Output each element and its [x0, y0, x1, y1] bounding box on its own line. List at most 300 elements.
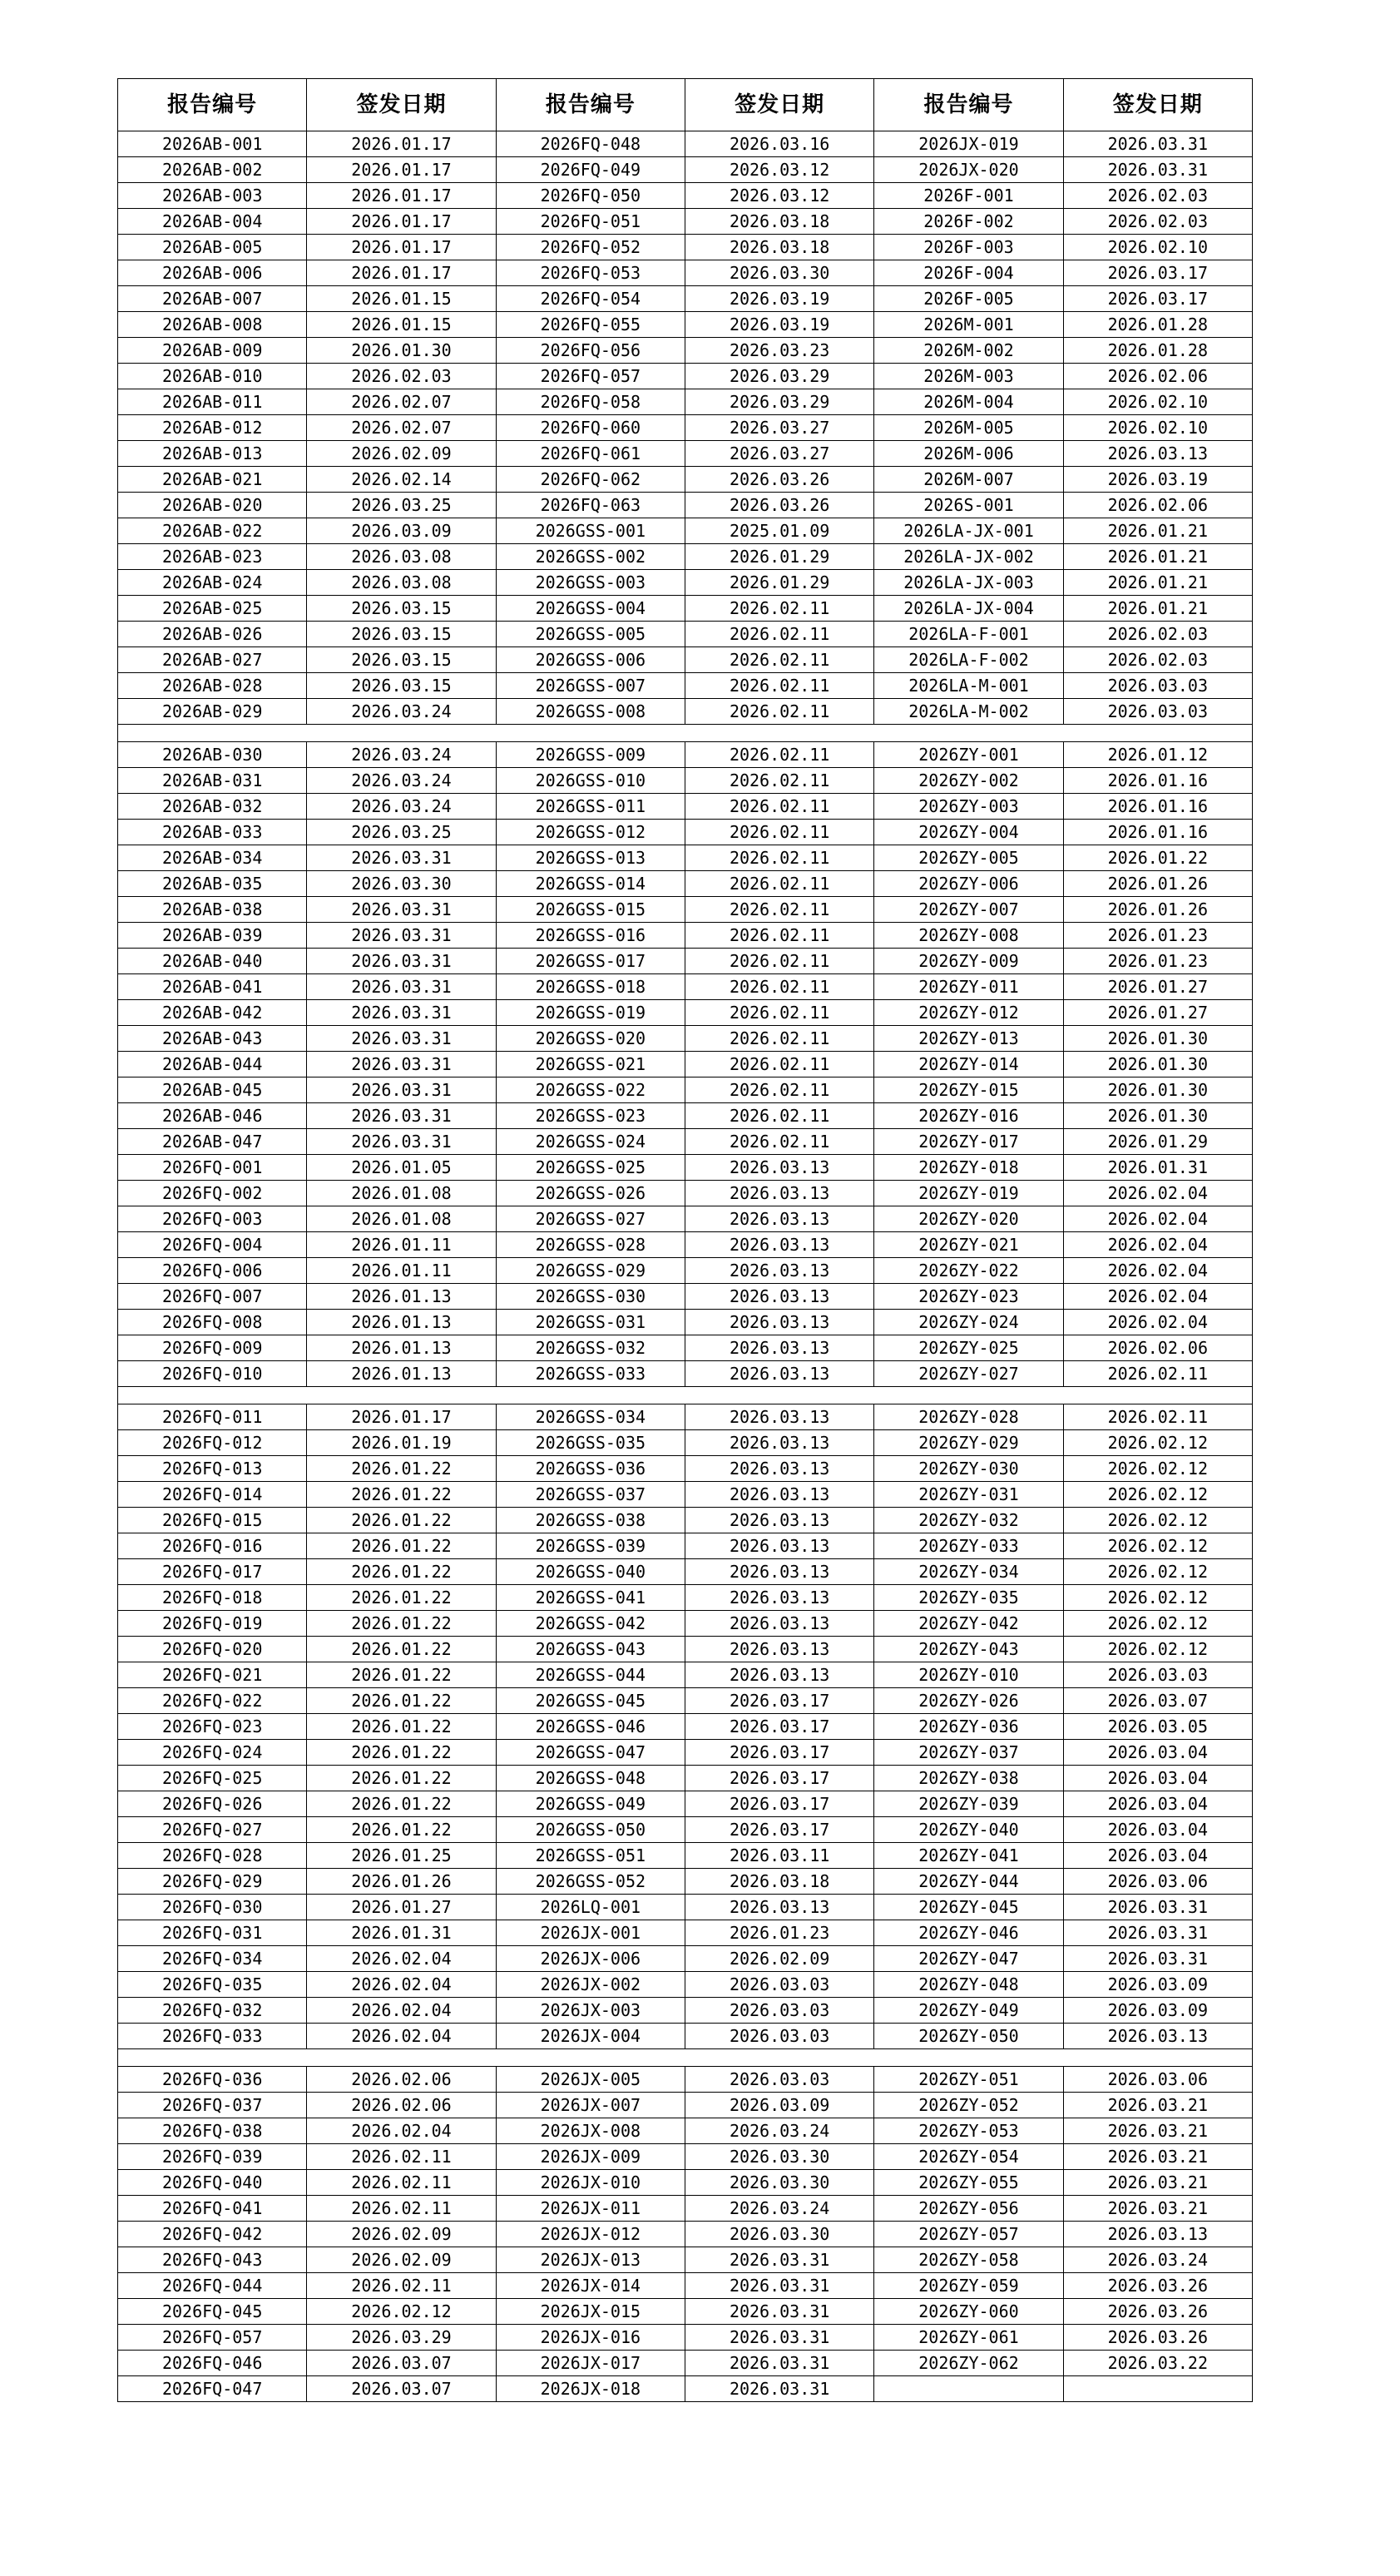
- report-number-cell: 2026ZY-004: [874, 820, 1063, 845]
- report-number-cell: 2026ZY-060: [874, 2299, 1063, 2325]
- report-number-cell: 2026FQ-013: [118, 1456, 307, 1482]
- issue-date-cell: 2026.03.13: [685, 1662, 873, 1688]
- report-number-cell: 2026ZY-022: [874, 1258, 1063, 1284]
- table-row: [118, 467, 1253, 493]
- report-number-cell: 2026FQ-027: [118, 1817, 307, 1843]
- issue-date-cell: 2026.03.15: [307, 647, 496, 673]
- issue-date-cell: 2026.03.31: [307, 1077, 496, 1103]
- issue-date-cell: 2026.03.31: [685, 2376, 873, 2402]
- issue-date-cell: 2026.03.26: [1063, 2273, 1252, 2299]
- report-number-cell: 2026GSS-040: [496, 1559, 685, 1585]
- report-number-cell: 2026JX-018: [496, 2376, 685, 2402]
- report-number-cell: 2026JX-011: [496, 2196, 685, 2222]
- table-row: [118, 1791, 1253, 1817]
- issue-date-cell: 2026.03.13: [685, 1361, 873, 1387]
- report-number-cell: 2026GSS-012: [496, 820, 685, 845]
- table-row: [118, 1361, 1253, 1387]
- issue-date-cell: 2026.01.22: [1063, 845, 1252, 871]
- report-number-cell: 2026ZY-015: [874, 1077, 1063, 1103]
- report-number-cell: 2026FQ-031: [118, 1920, 307, 1946]
- issue-date-cell: 2026.03.12: [685, 157, 873, 183]
- issue-date-cell: 2026.03.13: [685, 1585, 873, 1611]
- table-row: [118, 1482, 1253, 1508]
- issue-date-cell: 2026.02.04: [1063, 1310, 1252, 1335]
- report-number-cell: 2026FQ-020: [118, 1637, 307, 1662]
- issue-date-cell: 2026.03.08: [307, 570, 496, 596]
- issue-date-cell: 2026.01.17: [307, 157, 496, 183]
- report-number-cell: 2026ZY-034: [874, 1559, 1063, 1585]
- issue-date-cell: 2026.03.05: [1063, 1714, 1252, 1740]
- report-number-cell: 2026LA-JX-003: [874, 570, 1063, 596]
- table-row: [118, 1077, 1253, 1103]
- table-row: [118, 570, 1253, 596]
- issue-date-cell: 2026.01.22: [307, 1688, 496, 1714]
- table-row: [118, 1103, 1253, 1129]
- report-number-cell: 2026GSS-010: [496, 768, 685, 794]
- table-row: [118, 2196, 1253, 2222]
- issue-date-cell: 2026.03.29: [685, 389, 873, 415]
- issue-date-cell: 2026.03.13: [685, 1637, 873, 1662]
- issue-date-cell: 2026.03.25: [307, 493, 496, 518]
- issue-date-cell: 2026.03.30: [685, 2222, 873, 2247]
- issue-date-cell: 2026.02.04: [1063, 1181, 1252, 1206]
- report-number-cell: 2026AB-045: [118, 1077, 307, 1103]
- report-number-cell: 2026AB-043: [118, 1026, 307, 1052]
- header-issue-date-2: 签发日期: [685, 79, 873, 131]
- issue-date-cell: 2026.02.03: [1063, 647, 1252, 673]
- issue-date-cell: 2026.03.13: [685, 1895, 873, 1920]
- issue-date-cell: 2026.02.11: [307, 2273, 496, 2299]
- report-number-cell: 2026FQ-032: [118, 1998, 307, 2024]
- report-issue-date-table: [117, 78, 1253, 2402]
- report-number-cell: 2026ZY-030: [874, 1456, 1063, 1482]
- issue-date-cell: 2026.02.03: [1063, 622, 1252, 647]
- issue-date-cell: 2026.03.04: [1063, 1740, 1252, 1766]
- report-number-cell: 2026FQ-056: [496, 338, 685, 364]
- issue-date-cell: 2026.01.13: [307, 1310, 496, 1335]
- report-number-cell: 2026JX-020: [874, 157, 1063, 183]
- table-row: [118, 871, 1253, 897]
- issue-date-cell: 2026.01.22: [307, 1791, 496, 1817]
- report-number-cell: 2026GSS-018: [496, 974, 685, 1000]
- issue-date-cell: 2026.02.11: [685, 699, 873, 725]
- table-row: [118, 1688, 1253, 1714]
- issue-date-cell: 2026.02.11: [685, 1000, 873, 1026]
- table-row: [118, 974, 1253, 1000]
- report-number-cell: 2026FQ-006: [118, 1258, 307, 1284]
- report-number-cell: 2026AB-032: [118, 794, 307, 820]
- table-row: [118, 1662, 1253, 1688]
- report-number-cell: 2026GSS-017: [496, 949, 685, 974]
- report-number-cell: 2026GSS-022: [496, 1077, 685, 1103]
- header-report-number-1: 报告编号: [118, 79, 307, 131]
- issue-date-cell: 2026.03.07: [307, 2351, 496, 2376]
- report-number-cell: 2026AB-038: [118, 897, 307, 923]
- table-row: [118, 1508, 1253, 1533]
- issue-date-cell: 2026.03.09: [1063, 1998, 1252, 2024]
- issue-date-cell: 2026.02.04: [1063, 1284, 1252, 1310]
- report-number-cell: 2026FQ-057: [118, 2325, 307, 2351]
- issue-date-cell: 2026.03.09: [685, 2093, 873, 2118]
- report-number-cell: 2026AB-004: [118, 209, 307, 235]
- issue-date-cell: 2026.02.11: [685, 1077, 873, 1103]
- report-number-cell: 2026GSS-050: [496, 1817, 685, 1843]
- report-number-cell: 2026ZY-014: [874, 1052, 1063, 1077]
- report-number-cell: 2026GSS-016: [496, 923, 685, 949]
- issue-date-cell: 2026.03.31: [1063, 1895, 1252, 1920]
- issue-date-cell: 2026.02.11: [685, 923, 873, 949]
- issue-date-cell: 2026.01.23: [1063, 949, 1252, 974]
- report-number-cell: 2026FQ-029: [118, 1869, 307, 1895]
- block-separator-cell: [118, 1387, 1253, 1404]
- issue-date-cell: 2026.02.10: [1063, 389, 1252, 415]
- report-number-cell: 2026ZY-027: [874, 1361, 1063, 1387]
- issue-date-cell: 2026.02.11: [685, 974, 873, 1000]
- table-row: [118, 312, 1253, 338]
- table-row: [118, 1585, 1253, 1611]
- report-number-cell: 2026GSS-033: [496, 1361, 685, 1387]
- report-number-cell: 2026ZY-026: [874, 1688, 1063, 1714]
- issue-date-cell: 2026.03.30: [685, 260, 873, 286]
- report-number-cell: 2026FQ-050: [496, 183, 685, 209]
- report-number-cell: 2026ZY-061: [874, 2325, 1063, 2351]
- issue-date-cell: 2026.02.11: [685, 1129, 873, 1155]
- issue-date-cell: 2026.03.13: [1063, 441, 1252, 467]
- report-number-cell: 2026FQ-009: [118, 1335, 307, 1361]
- issue-date-cell: 2026.02.09: [685, 1946, 873, 1972]
- issue-date-cell: 2026.02.11: [685, 647, 873, 673]
- issue-date-cell: 2026.03.04: [1063, 1843, 1252, 1869]
- report-number-cell: 2026ZY-018: [874, 1155, 1063, 1181]
- issue-date-cell: 2026.03.17: [685, 1817, 873, 1843]
- report-number-cell: 2026AB-034: [118, 845, 307, 871]
- report-number-cell: 2026ZY-048: [874, 1972, 1063, 1998]
- issue-date-cell: 2026.03.03: [1063, 699, 1252, 725]
- table-row: [118, 1129, 1253, 1155]
- issue-date-cell: 2026.03.13: [685, 1335, 873, 1361]
- table-row: [118, 1895, 1253, 1920]
- issue-date-cell: 2026.01.11: [307, 1258, 496, 1284]
- report-number-cell: 2026ZY-052: [874, 2093, 1063, 2118]
- table-row: [118, 897, 1253, 923]
- report-number-cell: 2026AB-041: [118, 974, 307, 1000]
- issue-date-cell: 2026.02.04: [307, 1998, 496, 2024]
- issue-date-cell: 2026.02.11: [685, 742, 873, 768]
- report-number-cell: 2026GSS-013: [496, 845, 685, 871]
- report-number-cell: 2026ZY-056: [874, 2196, 1063, 2222]
- report-number-cell: 2026GSS-047: [496, 1740, 685, 1766]
- issue-date-cell: 2026.02.04: [307, 1972, 496, 1998]
- issue-date-cell: 2026.01.30: [1063, 1103, 1252, 1129]
- report-number-cell: 2026ZY-007: [874, 897, 1063, 923]
- report-number-cell: 2026AB-009: [118, 338, 307, 364]
- report-number-cell: 2026GSS-007: [496, 673, 685, 699]
- report-number-cell: 2026FQ-043: [118, 2247, 307, 2273]
- table-row: [118, 235, 1253, 260]
- issue-date-cell: 2026.02.11: [685, 622, 873, 647]
- report-number-cell: 2026GSS-029: [496, 1258, 685, 1284]
- issue-date-cell: 2026.03.13: [685, 1482, 873, 1508]
- issue-date-cell: 2026.01.22: [307, 1714, 496, 1740]
- issue-date-cell: 2026.01.12: [1063, 742, 1252, 768]
- issue-date-cell: 2026.03.03: [685, 1972, 873, 1998]
- issue-date-cell: 2026.01.23: [685, 1920, 873, 1946]
- report-number-cell: 2026ZY-009: [874, 949, 1063, 974]
- report-number-cell: 2026LA-M-002: [874, 699, 1063, 725]
- issue-date-cell: 2026.02.06: [1063, 364, 1252, 389]
- report-number-cell: 2026FQ-063: [496, 493, 685, 518]
- report-number-cell: 2026GSS-027: [496, 1206, 685, 1232]
- report-number-cell: 2026LA-JX-001: [874, 518, 1063, 544]
- issue-date-cell: 2026.01.19: [307, 1430, 496, 1456]
- issue-date-cell: 2026.03.21: [1063, 2196, 1252, 2222]
- report-number-cell: 2026AB-040: [118, 949, 307, 974]
- table-row: [118, 364, 1253, 389]
- block-separator: [118, 1387, 1253, 1404]
- report-number-cell: 2026GSS-034: [496, 1404, 685, 1430]
- table-row: [118, 1310, 1253, 1335]
- table-row: [118, 2247, 1253, 2273]
- table-row: [118, 493, 1253, 518]
- table-row: [118, 949, 1253, 974]
- report-number-cell: 2026AB-030: [118, 742, 307, 768]
- report-number-cell: 2026AB-022: [118, 518, 307, 544]
- table-row: [118, 389, 1253, 415]
- table-row: [118, 1404, 1253, 1430]
- report-number-cell: 2026ZY-062: [874, 2351, 1063, 2376]
- issue-date-cell: 2026.03.07: [307, 2376, 496, 2402]
- report-number-cell: 2026GSS-026: [496, 1181, 685, 1206]
- issue-date-cell: 2026.02.03: [307, 364, 496, 389]
- issue-date-cell: 2026.03.30: [685, 2144, 873, 2170]
- issue-date-cell: 2026.03.31: [307, 845, 496, 871]
- issue-date-cell: 2026.03.11: [685, 1843, 873, 1869]
- issue-date-cell: 2026.02.03: [1063, 209, 1252, 235]
- report-number-cell: 2026JX-019: [874, 131, 1063, 157]
- report-number-cell: 2026FQ-017: [118, 1559, 307, 1585]
- issue-date-cell: 2026.02.12: [1063, 1533, 1252, 1559]
- report-number-cell: 2026ZY-005: [874, 845, 1063, 871]
- table-row: [118, 1052, 1253, 1077]
- report-number-cell: 2026FQ-033: [118, 2024, 307, 2049]
- report-number-cell: 2026JX-017: [496, 2351, 685, 2376]
- issue-date-cell: 2026.01.30: [307, 338, 496, 364]
- report-number-cell: 2026FQ-051: [496, 209, 685, 235]
- report-number-cell: 2026ZY-038: [874, 1766, 1063, 1791]
- report-number-cell: 2026GSS-045: [496, 1688, 685, 1714]
- issue-date-cell: 2026.01.13: [307, 1284, 496, 1310]
- issue-date-cell: 2026.02.11: [307, 2196, 496, 2222]
- report-number-cell: 2026ZY-036: [874, 1714, 1063, 1740]
- report-number-cell: 2026FQ-053: [496, 260, 685, 286]
- report-number-cell: 2026FQ-055: [496, 312, 685, 338]
- issue-date-cell: 2026.03.31: [307, 923, 496, 949]
- issue-date-cell: 2026.01.17: [307, 209, 496, 235]
- issue-date-cell: 2026.03.19: [1063, 467, 1252, 493]
- issue-date-cell: 2026.01.26: [1063, 897, 1252, 923]
- report-number-cell: 2026AB-013: [118, 441, 307, 467]
- table-row: [118, 1559, 1253, 1585]
- issue-date-cell: 2026.02.12: [1063, 1585, 1252, 1611]
- issue-date-cell: 2026.02.04: [1063, 1258, 1252, 1284]
- report-number-cell: 2026FQ-021: [118, 1662, 307, 1688]
- report-number-cell: 2026GSS-024: [496, 1129, 685, 1155]
- issue-date-cell: 2026.02.10: [1063, 235, 1252, 260]
- issue-date-cell: 2026.02.11: [307, 2170, 496, 2196]
- report-number-cell: 2026AB-029: [118, 699, 307, 725]
- issue-date-cell: 2026.03.31: [1063, 131, 1252, 157]
- table-row: [118, 2273, 1253, 2299]
- issue-date-cell: 2026.03.09: [1063, 1972, 1252, 1998]
- report-number-cell: 2026FQ-039: [118, 2144, 307, 2170]
- report-number-cell: 2026M-004: [874, 389, 1063, 415]
- report-number-cell: 2026GSS-041: [496, 1585, 685, 1611]
- issue-date-cell: 2026.03.13: [685, 1508, 873, 1533]
- report-number-cell: 2026LQ-001: [496, 1895, 685, 1920]
- table-row: [118, 1258, 1253, 1284]
- report-number-cell: 2026AB-039: [118, 923, 307, 949]
- issue-date-cell: 2026.03.03: [685, 2067, 873, 2093]
- report-number-cell: 2026GSS-037: [496, 1482, 685, 1508]
- issue-date-cell: 2026.02.12: [1063, 1559, 1252, 1585]
- report-number-cell: 2026FQ-047: [118, 2376, 307, 2402]
- table-row: [118, 845, 1253, 871]
- issue-date-cell: 2026.03.23: [685, 338, 873, 364]
- header-report-number-2: 报告编号: [496, 79, 685, 131]
- issue-date-cell: 2026.01.15: [307, 286, 496, 312]
- report-number-cell: 2026FQ-038: [118, 2118, 307, 2144]
- issue-date-cell: 2026.03.19: [685, 312, 873, 338]
- report-number-cell: 2026FQ-025: [118, 1766, 307, 1791]
- table-row: [118, 2118, 1253, 2144]
- block-separator: [118, 2049, 1253, 2067]
- report-number-cell: 2026AB-027: [118, 647, 307, 673]
- issue-date-cell: 2026.01.13: [307, 1361, 496, 1387]
- report-number-cell: 2026JX-014: [496, 2273, 685, 2299]
- report-number-cell: 2026GSS-001: [496, 518, 685, 544]
- issue-date-cell: 2026.01.30: [1063, 1026, 1252, 1052]
- report-number-cell: 2026GSS-051: [496, 1843, 685, 1869]
- report-number-cell: 2026GSS-032: [496, 1335, 685, 1361]
- report-number-cell: 2026F-003: [874, 235, 1063, 260]
- table-row: [118, 518, 1253, 544]
- report-number-cell: 2026GSS-009: [496, 742, 685, 768]
- report-number-cell: 2026AB-007: [118, 286, 307, 312]
- report-number-cell: 2026FQ-024: [118, 1740, 307, 1766]
- report-number-cell: 2026M-006: [874, 441, 1063, 467]
- issue-date-cell: 2026.03.13: [685, 1404, 873, 1430]
- issue-date-cell: 2026.03.31: [307, 897, 496, 923]
- report-number-cell: 2026GSS-052: [496, 1869, 685, 1895]
- issue-date-cell: 2026.03.04: [1063, 1817, 1252, 1843]
- report-number-cell: 2026FQ-023: [118, 1714, 307, 1740]
- issue-date-cell: 2026.03.21: [1063, 2144, 1252, 2170]
- issue-date-cell: 2026.01.22: [307, 1740, 496, 1766]
- issue-date-cell: 2026.02.11: [685, 794, 873, 820]
- issue-date-cell: 2026.01.25: [307, 1843, 496, 1869]
- report-number-cell: 2026ZY-041: [874, 1843, 1063, 1869]
- issue-date-cell: 2026.03.17: [1063, 260, 1252, 286]
- issue-date-cell: 2026.01.22: [307, 1817, 496, 1843]
- issue-date-cell: 2026.02.11: [685, 845, 873, 871]
- issue-date-cell: 2026.03.31: [685, 2299, 873, 2325]
- issue-date-cell: 2026.03.13: [685, 1559, 873, 1585]
- report-number-cell: 2026FQ-052: [496, 235, 685, 260]
- table-row: [118, 647, 1253, 673]
- report-number-cell: 2026FQ-018: [118, 1585, 307, 1611]
- report-number-cell: 2026JX-002: [496, 1972, 685, 1998]
- report-number-cell: 2026GSS-038: [496, 1508, 685, 1533]
- report-number-cell: 2026ZY-025: [874, 1335, 1063, 1361]
- report-number-cell: 2026F-005: [874, 286, 1063, 312]
- issue-date-cell: 2026.03.03: [1063, 673, 1252, 699]
- report-number-cell: 2026JX-003: [496, 1998, 685, 2024]
- report-number-cell: 2026FQ-058: [496, 389, 685, 415]
- issue-date-cell: 2026.02.04: [307, 2024, 496, 2049]
- report-number-cell: 2026JX-007: [496, 2093, 685, 2118]
- table-row: [118, 923, 1253, 949]
- issue-date-cell: 2026.03.13: [685, 1533, 873, 1559]
- table-row: [118, 183, 1253, 209]
- issue-date-cell: 2026.03.24: [1063, 2247, 1252, 2273]
- table-row: [118, 1533, 1253, 1559]
- table-row: [118, 1740, 1253, 1766]
- issue-date-cell: 2026.03.22: [1063, 2351, 1252, 2376]
- report-number-cell: 2026GSS-030: [496, 1284, 685, 1310]
- table-row: [118, 1155, 1253, 1181]
- issue-date-cell: 2026.03.16: [685, 131, 873, 157]
- issue-date-cell: 2026.03.24: [307, 699, 496, 725]
- issue-date-cell: 2026.02.07: [307, 389, 496, 415]
- issue-date-cell: 2026.02.12: [1063, 1456, 1252, 1482]
- issue-date-cell: 2026.03.30: [307, 871, 496, 897]
- issue-date-cell: 2026.03.13: [685, 1232, 873, 1258]
- issue-date-cell: 2026.03.31: [307, 949, 496, 974]
- issue-date-cell: 2026.03.06: [1063, 2067, 1252, 2093]
- issue-date-cell: 2026.03.13: [685, 1206, 873, 1232]
- report-number-cell: 2026AB-023: [118, 544, 307, 570]
- table-row: [118, 286, 1253, 312]
- issue-date-cell: 2026.03.31: [307, 974, 496, 1000]
- issue-date-cell: 2026.03.31: [1063, 157, 1252, 183]
- issue-date-cell: 2026.03.31: [685, 2247, 873, 2273]
- report-number-cell: 2026ZY-003: [874, 794, 1063, 820]
- report-number-cell: 2026JX-008: [496, 2118, 685, 2144]
- report-number-cell: 2026GSS-042: [496, 1611, 685, 1637]
- table-row: [118, 768, 1253, 794]
- issue-date-cell: 2026.01.16: [1063, 820, 1252, 845]
- report-number-cell: 2026AB-006: [118, 260, 307, 286]
- report-number-cell: 2026LA-JX-004: [874, 596, 1063, 622]
- report-number-cell: 2026ZY-047: [874, 1946, 1063, 1972]
- issue-date-cell: 2026.02.11: [685, 871, 873, 897]
- report-number-cell: 2026ZY-043: [874, 1637, 1063, 1662]
- issue-date-cell: 2026.01.17: [307, 235, 496, 260]
- report-number-cell: 2026AB-035: [118, 871, 307, 897]
- report-number-cell: 2026FQ-044: [118, 2273, 307, 2299]
- issue-date-cell: 2026.02.11: [685, 1052, 873, 1077]
- issue-date-cell: 2026.02.04: [1063, 1206, 1252, 1232]
- issue-date-cell: 2026.03.30: [685, 2170, 873, 2196]
- issue-date-cell: 2026.03.08: [307, 544, 496, 570]
- report-number-cell: 2026ZY-031: [874, 1482, 1063, 1508]
- issue-date-cell: 2026.02.09: [307, 441, 496, 467]
- report-number-cell: 2026F-001: [874, 183, 1063, 209]
- report-number-cell: 2026LA-JX-002: [874, 544, 1063, 570]
- issue-date-cell: 2026.02.11: [685, 820, 873, 845]
- report-number-cell: 2026ZY-008: [874, 923, 1063, 949]
- report-number-cell: 2026FQ-042: [118, 2222, 307, 2247]
